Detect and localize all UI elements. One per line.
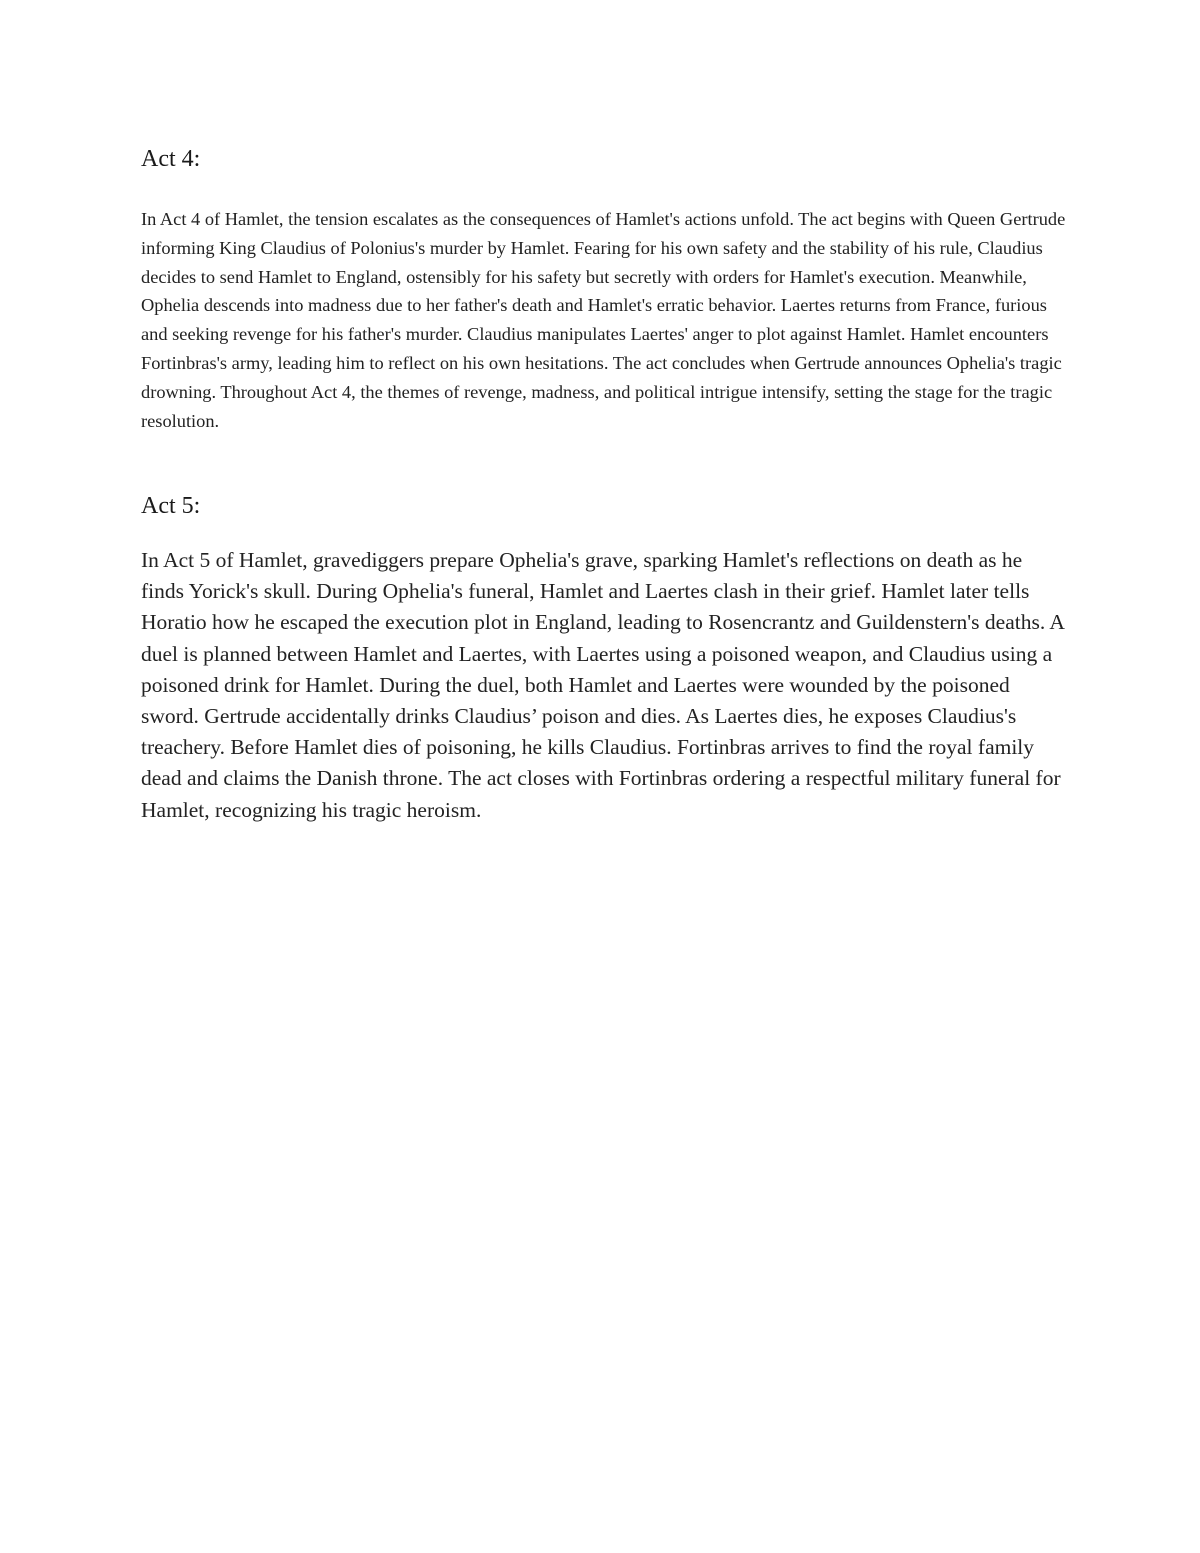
- act-4-heading: Act 4:: [141, 146, 201, 172]
- act-5-section: [141, 491, 1066, 826]
- act-4-section: [141, 144, 1066, 435]
- act-4-paragraph: In Act 4 of Hamlet, the tension escalates as the consequences of Hamlet's actions unfold. The act begins with Queen Gertrude informing King Claudius of Polonius's murder by Hamlet. Fearing for his own safety and the stability of his rule, Claudius decides to send Hamlet to England, ostensibly for his safety but secretly with orders for Hamlet's execution. Meanwhile, Ophelia descends into madness due to her father's death and Hamlet's erratic behavior. Laertes returns from France, furious and seeking revenge for his father's murder. Claudius manipulates Laertes' anger to plot against Hamlet. Hamlet encounters Fortinbras's army, leading him to reflect on his own hesitations. The act concludes when Gertrude announces Ophelia's tragic drowning. Throughout Act 4, the themes of revenge, madness, and political intrigue intensify, setting the stage for the tragic resolution.: [141, 209, 1066, 431]
- act-5-heading: Act 5:: [141, 493, 201, 519]
- act-5-paragraph: In Act 5 of Hamlet, gravediggers prepare Ophelia's grave, sparking Hamlet's reflections on death as he finds Yorick's skull. During Ophelia's funeral, Hamlet and Laertes clash in their grief. Hamlet later tells Horatio how he escaped the execution plot in England, leading to Rosencrantz and Guildenstern's deaths. A duel is planned between Hamlet and Laertes, with Laertes using a poisoned weapon, and Claudius using a poisoned drink for Hamlet. During the duel, both Hamlet and Laertes were wounded by the poisoned sword. Gertrude accidentally drinks Claudius’ poison and dies. As Laertes dies, he exposes Claudius's treachery. Before Hamlet dies of poisoning, he kills Claudius. Fortinbras arrives to find the royal family dead and claims the Danish throne. The act closes with Fortinbras ordering a respectful military funeral for Hamlet, recognizing his tragic heroism.: [141, 548, 1064, 822]
